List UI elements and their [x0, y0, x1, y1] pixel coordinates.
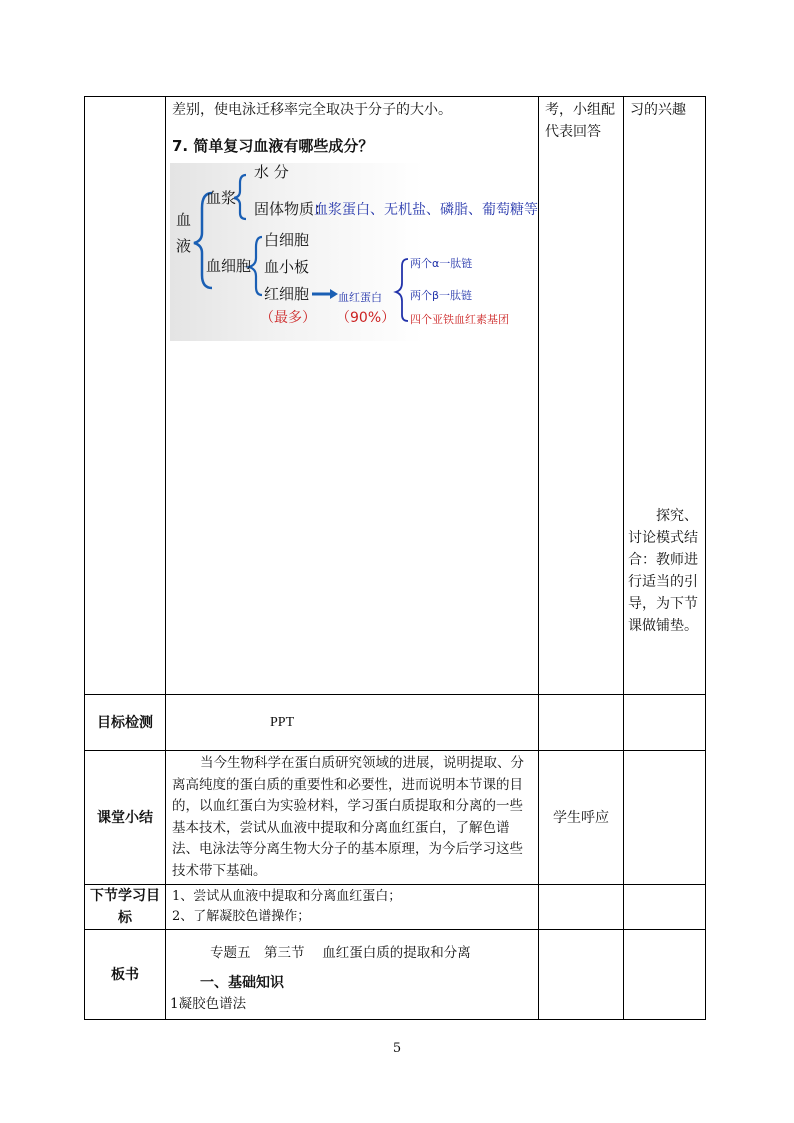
board-title: 专题五 第三节 血红蛋白质的提取和分离	[210, 945, 471, 961]
plasma-label: 血浆	[206, 189, 237, 207]
alpha-chain-label: 两个α一肽链	[410, 257, 473, 270]
row-label-empty	[85, 97, 166, 695]
most-label: （最多）	[260, 310, 316, 326]
assessment-empty-1	[539, 695, 624, 751]
board-empty-1	[539, 930, 624, 1020]
board-item: 1凝胶色谱法	[170, 996, 247, 1012]
summary-content	[166, 751, 539, 885]
rbc-label: 红细胞	[264, 285, 310, 303]
summary-empty	[624, 751, 706, 885]
platelet-label: 血小板	[264, 258, 310, 276]
design-intent-cell	[624, 97, 706, 695]
student-activity-text: 考，小组配代表回答	[545, 102, 615, 140]
table-row-content	[85, 97, 706, 695]
hemoglobin-label: 血红蛋白	[338, 291, 382, 304]
percent-label: （90%）	[336, 310, 396, 326]
cells-label: 血细胞	[206, 257, 252, 275]
student-activity-cell	[539, 97, 624, 695]
next-goals-content	[166, 885, 539, 930]
assessment-empty-2	[624, 695, 706, 751]
table-row-next-goals	[85, 885, 706, 930]
next-goal-2: 2、了解凝胶色谱操作；	[172, 909, 311, 924]
beta-chain-label: 两个β一肽链	[410, 289, 473, 302]
next-goals-label: 下节学习目标	[85, 885, 166, 930]
design-intent-top: 习的兴趣	[630, 102, 686, 118]
board-heading: 一、基础知识	[200, 975, 284, 991]
next-goals-empty-2	[624, 885, 706, 930]
solids-items: 血浆蛋白、无机盐、磷脂、葡萄糖等	[314, 202, 538, 218]
blood-char-1: 血	[176, 211, 192, 229]
design-intent-note: 探究、讨论模式结合：教师进行适当的引导，为下节课做铺垫。	[628, 508, 698, 634]
summary-student: 学生呼应	[539, 751, 624, 885]
board-empty-2	[624, 930, 706, 1020]
table-row-board	[85, 930, 706, 1020]
table-row-assessment	[85, 695, 706, 751]
summary-text: 当今生物科学在蛋白质研究领域的进展，说明提取、分离高纯度的蛋白质的重要性和必要性，进而说明本节课的目的，以血红蛋白为实验材料，学习蛋白质提取和分离的一些基本技术，尝试从血液中提取和分离血红蛋白，了解色谱法、电泳法等分离生物大分子的基本原理，为今后学习这些技术带下基础。	[172, 755, 524, 879]
summary-label: 课堂小结	[85, 751, 166, 885]
page-number: 5	[392, 1041, 402, 1056]
table-row-summary	[85, 751, 706, 885]
heme-label: 四个亚铁血红素基团	[410, 313, 509, 326]
wbc-label: 白细胞	[264, 231, 310, 249]
next-goals-empty-1	[539, 885, 624, 930]
blood-components-diagram	[170, 163, 538, 341]
blood-char-2: 液	[176, 237, 192, 255]
solids-label: 固体物质：	[254, 200, 330, 218]
assessment-label: 目标检测	[85, 695, 166, 751]
question-7: 7. 简单复习血液有哪些成分？	[172, 137, 374, 155]
assessment-text: PPT	[270, 715, 295, 730]
content-text: 差别，使电泳迁移率完全取决于分子的大小。	[172, 102, 452, 118]
assessment-content	[166, 695, 539, 751]
teaching-content-cell	[166, 97, 539, 695]
board-label: 板书	[85, 930, 166, 1020]
board-content	[166, 930, 539, 1020]
lesson-plan-table	[84, 96, 706, 1020]
water-label: 水 分	[254, 163, 289, 181]
next-goal-1: 1、尝试从血液中提取和分离血红蛋白；	[172, 889, 402, 904]
